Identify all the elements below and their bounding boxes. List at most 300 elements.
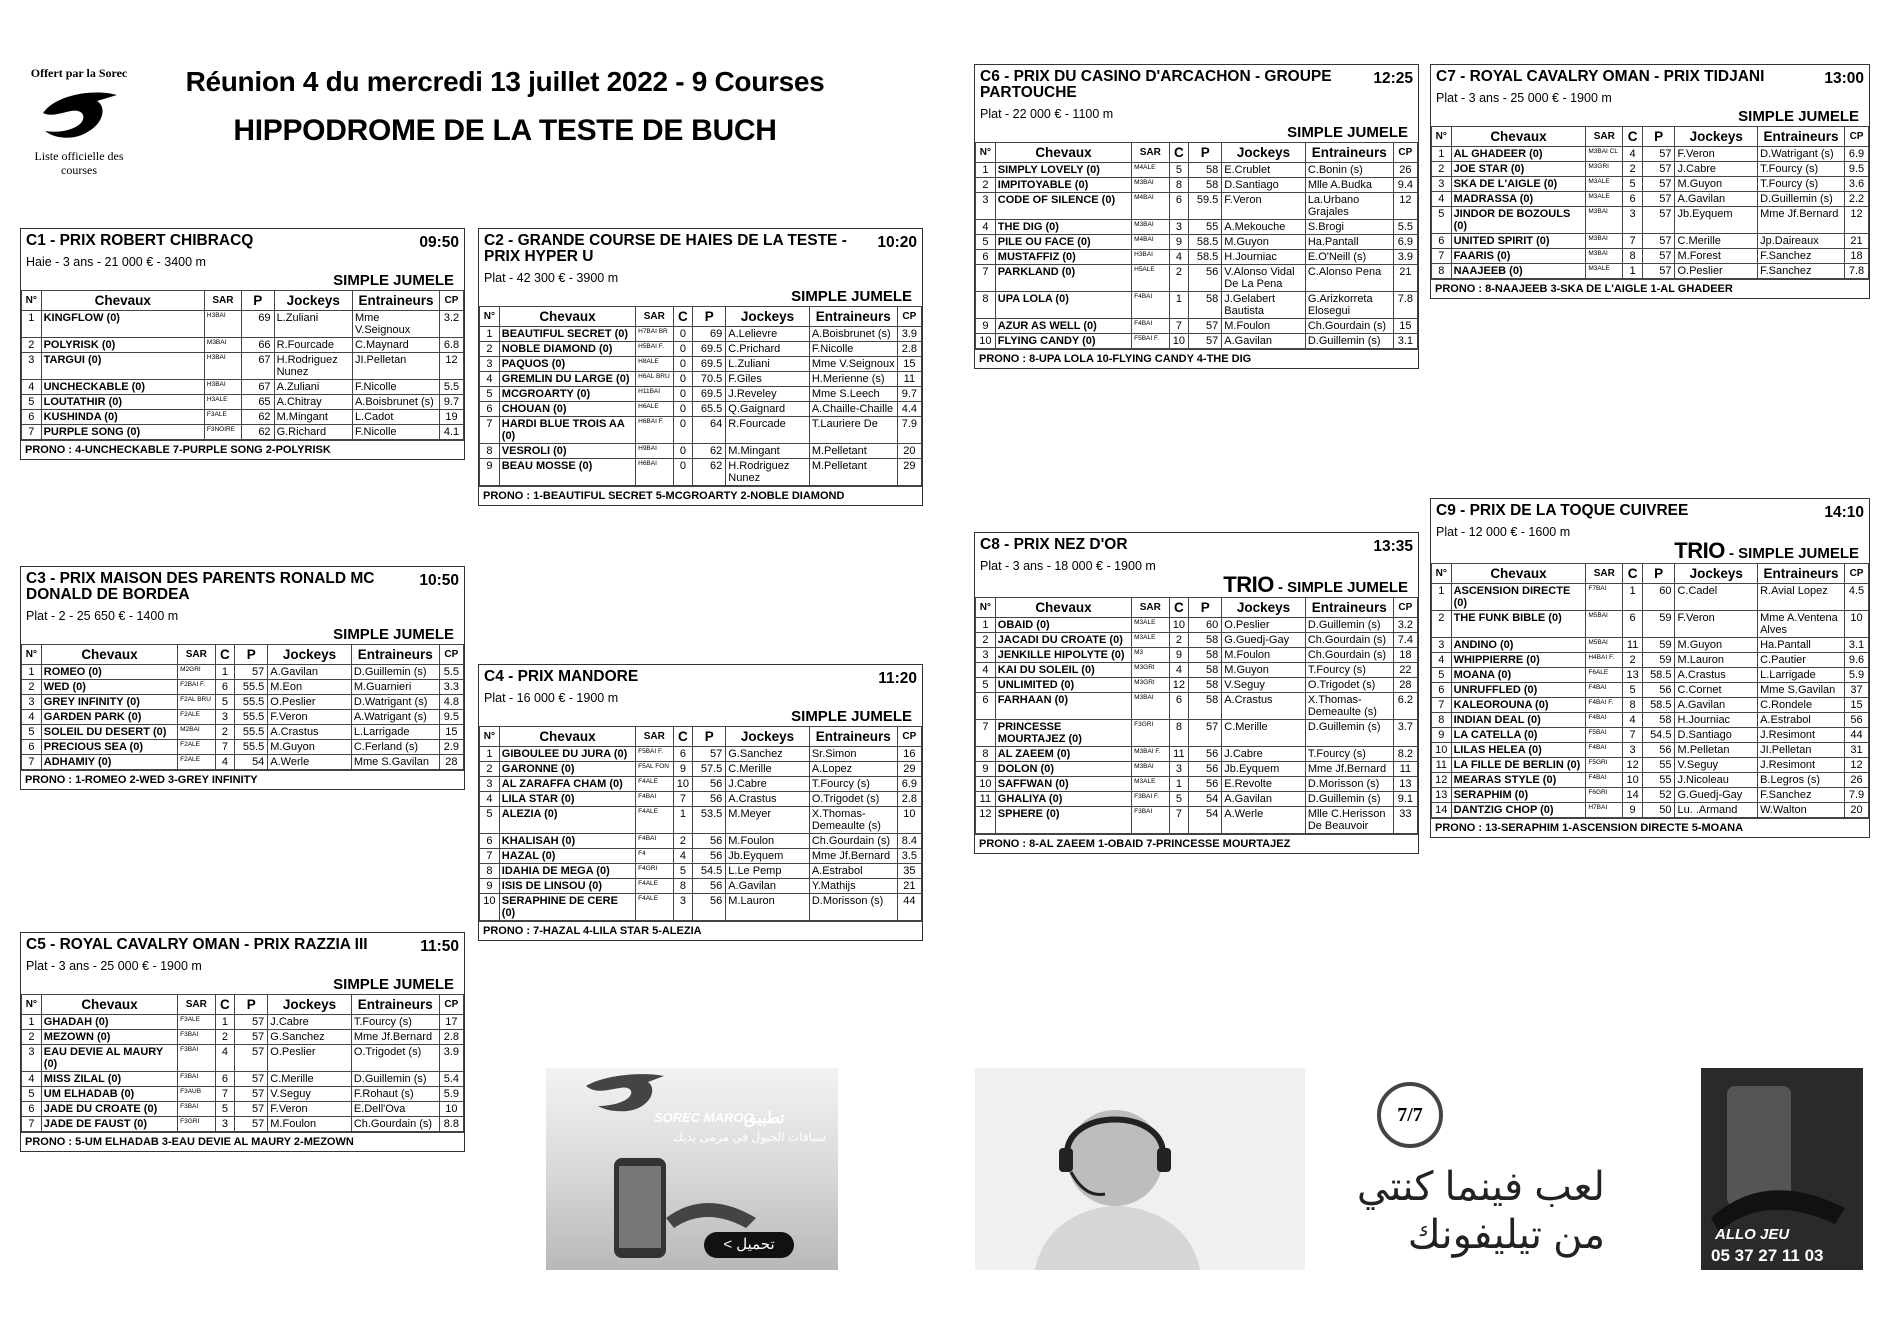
horse-sar: F4BAI [1132, 292, 1169, 319]
horse-draw: 10 [1169, 618, 1189, 633]
horse-weight: 57 [1642, 147, 1675, 162]
table-row[interactable] [976, 250, 1418, 265]
table-row[interactable] [480, 372, 922, 387]
runner-number: 2 [976, 178, 996, 193]
col-jockey: Jockeys [726, 307, 810, 327]
horse-odds: 9.7 [897, 387, 921, 402]
horse-odds: 7.8 [1393, 292, 1417, 319]
table-row[interactable] [976, 334, 1418, 349]
table-row[interactable] [1432, 668, 1869, 683]
col-cp: CP [1393, 143, 1417, 163]
jockey-name: M.Eon [268, 680, 352, 695]
jockey-name: F.Veron [1675, 147, 1758, 162]
jockey-name: M.Guyon [1675, 638, 1758, 653]
horse-sar: M3ALE [1132, 777, 1169, 792]
table-row[interactable] [976, 648, 1418, 663]
horse-draw: 0 [673, 327, 693, 342]
horse-name: BEAUTIFUL SECRET (0) [499, 327, 635, 342]
jockey-name: O.Peslier [268, 1045, 352, 1072]
horse-odds: 9.7 [440, 395, 464, 410]
table-row[interactable] [976, 720, 1418, 747]
table-row[interactable] [480, 459, 922, 486]
table-header-row [1432, 127, 1869, 147]
jockey-name: D.Santiago [1222, 178, 1306, 193]
horse-weight: 56 [693, 849, 726, 864]
table-row[interactable] [1432, 162, 1869, 177]
jockey-name: Lu. .Armand [1675, 803, 1758, 818]
jockey-name: V.Seguy [1222, 678, 1306, 693]
runner-number: 1 [1432, 584, 1452, 611]
jockey-name: J.Reveley [726, 387, 810, 402]
col-sar: SAR [1132, 598, 1169, 618]
horse-name: MEARAS STYLE (0) [1451, 773, 1586, 788]
horse-weight: 56 [1189, 762, 1222, 777]
horse-sar: F4BAI [1586, 773, 1623, 788]
col-horse: Chevaux [41, 291, 204, 311]
col-p: P [241, 291, 274, 311]
horse-sar: F3GRI [178, 1117, 215, 1132]
horse-sar: H3BAI [204, 311, 241, 338]
horse-sar: F7BAI [1586, 584, 1623, 611]
table-row[interactable] [22, 1117, 464, 1132]
table-row[interactable] [22, 680, 464, 695]
table-row[interactable] [976, 633, 1418, 648]
table-row[interactable] [1432, 803, 1869, 818]
trainer-name: L.Larrigade [351, 725, 439, 740]
table-row[interactable] [976, 807, 1418, 834]
table-row[interactable] [976, 762, 1418, 777]
col-trainer: Entraineurs [1305, 598, 1393, 618]
col-jockey: Jockeys [268, 995, 352, 1015]
horse-weight: 57 [235, 1102, 268, 1117]
horse-draw: 2 [1623, 653, 1643, 668]
table-row[interactable] [480, 342, 922, 357]
runner-number: 7 [22, 425, 42, 440]
race-time: 09:50 [419, 234, 459, 251]
horse-name: DOLON (0) [995, 762, 1131, 777]
trainer-name: F.Sanchez [1758, 249, 1845, 264]
horse-name: THE DIG (0) [995, 220, 1131, 235]
table-row[interactable] [480, 792, 922, 807]
table-row[interactable] [1432, 177, 1869, 192]
table-row[interactable] [976, 178, 1418, 193]
table-row[interactable] [480, 864, 922, 879]
table-row[interactable] [1432, 234, 1869, 249]
col-jockey: Jockeys [1675, 127, 1758, 147]
trainer-name: X.Thomas-Demeaulte (s) [1305, 693, 1393, 720]
jockey-name: J.Cabre [726, 777, 810, 792]
horse-odds: 5.5 [1393, 220, 1417, 235]
runner-number: 6 [1432, 683, 1452, 698]
race-name: C1 - PRIX ROBERT CHIBRACQ [26, 232, 254, 249]
horse-name: JADE DE FAUST (0) [41, 1117, 177, 1132]
table-row[interactable] [22, 425, 464, 440]
app-ad-download-button[interactable]: < تحميل [704, 1232, 794, 1258]
race-header [21, 567, 464, 644]
table-row[interactable] [1432, 728, 1869, 743]
horse-name: KINGFLOW (0) [41, 311, 204, 338]
horse-name: PRECIOUS SEA (0) [41, 740, 177, 755]
trainer-name: T.Fourcy (s) [1758, 162, 1845, 177]
horse-draw: 2 [1623, 162, 1643, 177]
horse-weight: 57 [1189, 319, 1222, 334]
table-row[interactable] [480, 402, 922, 417]
horse-sar: M3ALE [1132, 618, 1169, 633]
table-row[interactable] [22, 1102, 464, 1117]
horse-name: KALEOROUNA (0) [1451, 698, 1586, 713]
horse-weight: 57.5 [693, 762, 726, 777]
horse-draw: 2 [215, 1030, 235, 1045]
table-row[interactable] [22, 725, 464, 740]
table-row[interactable] [976, 163, 1418, 178]
table-row[interactable] [1432, 207, 1869, 234]
table-row[interactable] [976, 220, 1418, 235]
horse-weight: 57 [1642, 249, 1675, 264]
horse-sar: M3BAI [1132, 220, 1169, 235]
table-row[interactable] [1432, 584, 1869, 611]
col-cp: CP [897, 307, 921, 327]
horse-name: ISIS DE LINSOU (0) [499, 879, 635, 894]
jockey-name: C.Merille [726, 762, 810, 777]
table-row[interactable] [480, 387, 922, 402]
horse-sar: F2BAI F. [178, 680, 215, 695]
horse-name: SIMPLY LOVELY (0) [995, 163, 1131, 178]
runner-number: 1 [22, 311, 42, 338]
allo-jeu-phone[interactable]: 05 37 27 11 03 [1711, 1246, 1824, 1265]
table-row[interactable] [976, 678, 1418, 693]
horse-sar: H8ALE [636, 357, 673, 372]
horse-draw: 7 [1623, 234, 1643, 249]
table-row[interactable] [976, 265, 1418, 292]
jockey-name: M.Mingant [274, 410, 352, 425]
trainer-name: Ch.Gourdain (s) [1305, 633, 1393, 648]
race-header [479, 229, 922, 306]
horse-name: UPA LOLA (0) [995, 292, 1131, 319]
allo-jeu-label: ALLO JEU [1715, 1226, 1790, 1243]
col-jockey: Jockeys [268, 645, 352, 665]
horse-odds: 2.8 [439, 1030, 463, 1045]
table-row[interactable] [1432, 264, 1869, 279]
horse-weight: 58 [1189, 693, 1222, 720]
runner-number: 7 [976, 265, 996, 292]
table-row[interactable] [22, 410, 464, 425]
horse-weight: 55 [1189, 220, 1222, 235]
trainer-name: R.Avial Lopez [1758, 584, 1845, 611]
horse-weight: 58 [1189, 678, 1222, 693]
horse-weight: 57 [235, 1087, 268, 1102]
table-row[interactable] [976, 319, 1418, 334]
runner-number: 1 [976, 163, 996, 178]
horse-sar: M4BAI [1132, 193, 1169, 220]
runner-number: 3 [480, 777, 500, 792]
trio-label: TRIO [1223, 572, 1274, 597]
trainer-name: S.Brogi [1305, 220, 1393, 235]
prono: PRONO : 1-ROMEO 2-WED 3-GREY INFINITY [21, 770, 464, 789]
horse-name: AL ZAEEM (0) [995, 747, 1131, 762]
horse-name: UNITED SPIRIT (0) [1451, 234, 1586, 249]
horse-name: EAU DEVIE AL MAURY (0) [41, 1045, 177, 1072]
table-row[interactable] [480, 834, 922, 849]
horse-name: AL ZARAFFA CHAM (0) [499, 777, 635, 792]
table-row[interactable] [22, 1030, 464, 1045]
jockey-name: O.Peslier [1675, 264, 1758, 279]
jockey-name: Jb.Eyquem [1222, 762, 1306, 777]
horse-name: WED (0) [41, 680, 177, 695]
horse-draw: 4 [1169, 663, 1189, 678]
horse-draw: 12 [1623, 758, 1643, 773]
horse-name: NOBLE DIAMOND (0) [499, 342, 635, 357]
table-row[interactable] [480, 327, 922, 342]
table-row[interactable] [1432, 758, 1869, 773]
prono: PRONO : 7-HAZAL 4-LILA STAR 5-ALEZIA [479, 921, 922, 940]
horse-odds: 8.4 [897, 834, 921, 849]
horse-name: TARGUI (0) [41, 353, 204, 380]
horse-name: PRINCESSE MOURTAJEZ (0) [995, 720, 1131, 747]
table-row[interactable] [1432, 713, 1869, 728]
bet-label: SIMPLE JUMELE [1287, 124, 1408, 141]
table-row[interactable] [1432, 683, 1869, 698]
horse-odds: 9.1 [1393, 792, 1417, 807]
table-row[interactable] [480, 894, 922, 921]
runner-number: 2 [22, 1030, 42, 1045]
horse-odds: 11 [897, 372, 921, 387]
table-row[interactable] [22, 740, 464, 755]
horse-name: MEZOWN (0) [41, 1030, 177, 1045]
horse-weight: 57 [1642, 234, 1675, 249]
col-cp: CP [439, 995, 463, 1015]
col-trainer: Entraineurs [352, 291, 439, 311]
horse-draw: 4 [215, 755, 235, 770]
col-c: C [1623, 564, 1643, 584]
horse-weight: 50 [1642, 803, 1675, 818]
horse-name: LILA STAR (0) [499, 792, 635, 807]
jockey-name: M.Foulon [1222, 648, 1306, 663]
table-row[interactable] [1432, 611, 1869, 638]
table-row[interactable] [976, 292, 1418, 319]
bet-label: SIMPLE JUMELE [333, 626, 454, 643]
runner-number: 6 [22, 740, 42, 755]
jockey-name: Jb.Eyquem [1675, 207, 1758, 234]
col-num: N° [1432, 127, 1452, 147]
table-row[interactable] [480, 747, 922, 762]
jockey-name: A.Werle [268, 755, 352, 770]
table-row[interactable] [976, 235, 1418, 250]
table-row[interactable] [480, 777, 922, 792]
horse-odds: 8.2 [1393, 747, 1417, 762]
table-row[interactable] [22, 395, 464, 410]
col-jockey: Jockeys [726, 727, 810, 747]
horse-draw: 7 [1623, 728, 1643, 743]
jockey-name: G.Sanchez [268, 1030, 352, 1045]
col-jockey: Jockeys [1675, 564, 1758, 584]
table-row[interactable] [976, 193, 1418, 220]
runner-number: 9 [976, 762, 996, 777]
table-row[interactable] [1432, 773, 1869, 788]
horse-weight: 69.5 [693, 342, 726, 357]
horse-weight: 58.5 [1189, 235, 1222, 250]
jockey-name: J.Cabre [1222, 747, 1306, 762]
prono: PRONO : 4-UNCHECKABLE 7-PURPLE SONG 2-POLYRISK [21, 440, 464, 459]
horse-draw: 11 [1169, 747, 1189, 762]
race-card-c3 [20, 566, 465, 790]
table-row[interactable] [22, 380, 464, 395]
horse-draw: 3 [673, 894, 693, 921]
table-row[interactable] [22, 1045, 464, 1072]
horse-name: MOANA (0) [1451, 668, 1586, 683]
horse-name: SPHERE (0) [995, 807, 1131, 834]
horse-sar: M4BAI [1132, 235, 1169, 250]
horse-weight: 56 [693, 894, 726, 921]
horse-draw: 4 [673, 849, 693, 864]
table-row[interactable] [1432, 788, 1869, 803]
table-row[interactable] [22, 1087, 464, 1102]
race-conditions: Plat - 42 300 € - 3900 m [484, 271, 619, 285]
horse-name: JADE DU CROATE (0) [41, 1102, 177, 1117]
col-horse: Chevaux [499, 727, 635, 747]
horse-sar: F3BAI F. [1132, 792, 1169, 807]
allo-jeu-arabic-line1: لعب فينما كنتي [1356, 1165, 1605, 1209]
table-row[interactable] [22, 710, 464, 725]
sorec-logo [20, 66, 138, 184]
race-card-c7 [1430, 64, 1870, 299]
trainer-name: Ha.Pantall [1305, 235, 1393, 250]
horse-weight: 52 [1642, 788, 1675, 803]
horse-sar: F3BAI [178, 1045, 215, 1072]
horse-odds: 35 [897, 864, 921, 879]
meeting-title: Réunion 4 du mercredi 13 juillet 2022 - 9 Courses [185, 66, 825, 97]
table-row[interactable] [480, 807, 922, 834]
table-row[interactable] [480, 417, 922, 444]
table-row[interactable] [480, 762, 922, 777]
trainer-name: T.Fourcy (s) [1305, 747, 1393, 762]
table-row[interactable] [22, 353, 464, 380]
sorec-app-ad[interactable] [546, 1068, 838, 1270]
table-row[interactable] [976, 792, 1418, 807]
col-c: C [1169, 598, 1189, 618]
horse-name: MISS ZILAL (0) [41, 1072, 177, 1087]
bet-types [980, 123, 1413, 142]
table-row[interactable] [22, 665, 464, 680]
horse-sar: M3ALE [1586, 177, 1623, 192]
runner-number: 6 [1432, 234, 1452, 249]
table-row[interactable] [480, 849, 922, 864]
table-row[interactable] [22, 755, 464, 770]
jockey-name: A.Gavilan [1222, 334, 1306, 349]
horse-draw: 4 [1169, 250, 1189, 265]
col-sar: SAR [1132, 143, 1169, 163]
runner-number: 3 [22, 353, 42, 380]
horse-weight: 67 [241, 380, 274, 395]
table-row[interactable] [22, 311, 464, 338]
horse-draw: 6 [1169, 193, 1189, 220]
jockey-name: G.Richard [274, 425, 352, 440]
horse-weight: 55 [1642, 758, 1675, 773]
col-cp: CP [1393, 598, 1417, 618]
horse-draw: 5 [215, 695, 235, 710]
horse-weight: 58 [1189, 178, 1222, 193]
horse-name: LA CATELLA (0) [1451, 728, 1586, 743]
bet-label: - SIMPLE JUMELE [1273, 579, 1408, 596]
table-row[interactable] [480, 879, 922, 894]
table-row[interactable] [976, 747, 1418, 762]
col-trainer: Entraineurs [1305, 143, 1393, 163]
allo-jeu-arabic-line2: من تيليفونك [1407, 1213, 1605, 1257]
bet-label: SIMPLE JUMELE [333, 976, 454, 993]
horse-sar: F3ALE [178, 1015, 215, 1030]
horse-sar: H3BAI [1132, 250, 1169, 265]
horse-name: WHIPPIERRE (0) [1451, 653, 1586, 668]
runner-number: 3 [976, 648, 996, 663]
horse-weight: 56 [1189, 777, 1222, 792]
horse-odds: 18 [1845, 249, 1869, 264]
table-row[interactable] [976, 618, 1418, 633]
table-row[interactable] [976, 777, 1418, 792]
allo-jeu-ad[interactable] [975, 1068, 1863, 1270]
runner-number: 10 [976, 777, 996, 792]
table-row[interactable] [22, 1072, 464, 1087]
jockey-name: V.Seguy [1675, 758, 1758, 773]
table-row[interactable] [1432, 743, 1869, 758]
trainer-name: M.Pelletant [809, 444, 897, 459]
horse-weight: 59 [1642, 611, 1675, 638]
trainer-name: H.Merienne (s) [809, 372, 897, 387]
horse-odds: 26 [1393, 163, 1417, 178]
horse-odds: 44 [897, 894, 921, 921]
table-row[interactable] [480, 357, 922, 372]
table-row[interactable] [22, 1015, 464, 1030]
runner-number: 2 [976, 633, 996, 648]
col-p: P [1189, 143, 1222, 163]
runner-number: 6 [480, 402, 500, 417]
horse-sar: M3ALE [1586, 192, 1623, 207]
trainer-name: A.Lopez [809, 762, 897, 777]
trainer-name: D.Guillemin (s) [1758, 192, 1845, 207]
race-card-c1 [20, 228, 465, 460]
horse-draw: 14 [1623, 788, 1643, 803]
table-row[interactable] [1432, 698, 1869, 713]
horse-name: PAQUOS (0) [499, 357, 635, 372]
table-row[interactable] [976, 663, 1418, 678]
horse-sar: F4BAI [1586, 743, 1623, 758]
table-row[interactable] [1432, 638, 1869, 653]
horse-sar: F5GRI [1586, 758, 1623, 773]
horse-draw: 2 [1169, 633, 1189, 648]
runner-number: 5 [1432, 207, 1452, 234]
table-row[interactable] [1432, 249, 1869, 264]
table-row[interactable] [22, 338, 464, 353]
race-card-c4 [478, 664, 923, 941]
horse-sar: F2ALE [178, 740, 215, 755]
horse-name: BEAU MOSSE (0) [499, 459, 635, 486]
table-row[interactable] [480, 444, 922, 459]
horse-logo-icon [37, 83, 121, 147]
horse-weight: 57 [1642, 207, 1675, 234]
table-row[interactable] [976, 693, 1418, 720]
logo-bottom-text: Liste officielle des courses [34, 149, 124, 177]
table-row[interactable] [1432, 147, 1869, 162]
horse-draw: 12 [1169, 678, 1189, 693]
horse-draw: 1 [673, 807, 693, 834]
table-row[interactable] [22, 695, 464, 710]
table-row[interactable] [1432, 192, 1869, 207]
jockey-name: M.Guyon [1675, 177, 1758, 192]
runner-number: 5 [22, 1087, 42, 1102]
trainer-name: Ha.Pantall [1758, 638, 1845, 653]
race-name: C7 - ROYAL CAVALRY OMAN - PRIX TIDJANI [1436, 68, 1765, 85]
table-row[interactable] [1432, 653, 1869, 668]
horse-name: FLYING CANDY (0) [995, 334, 1131, 349]
runner-number: 13 [1432, 788, 1452, 803]
